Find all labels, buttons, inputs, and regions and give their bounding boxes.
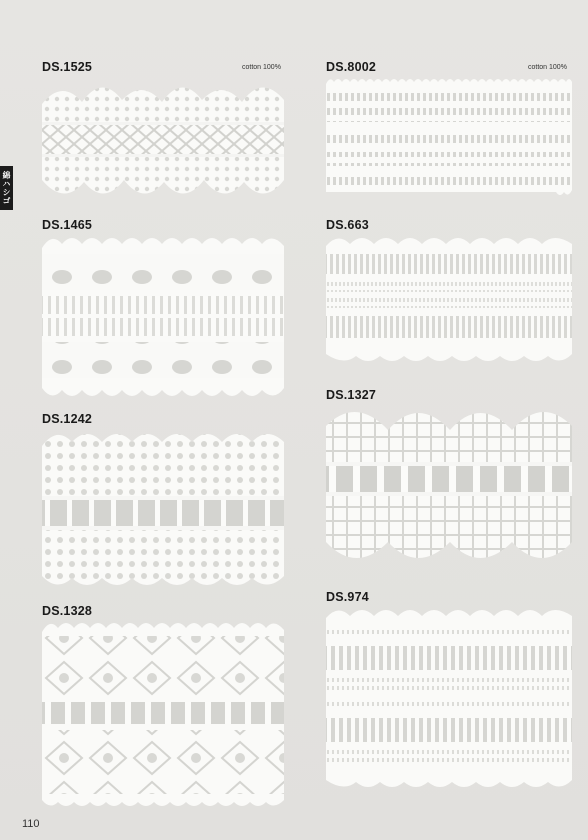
product-code-ds1525: DS.1525: [42, 60, 93, 74]
lace-swatch-ds1328[interactable]: [42, 618, 284, 810]
lace-swatch-ds1525[interactable]: [42, 74, 284, 206]
lace-pattern-ds663: [326, 232, 572, 366]
product-code-ds1465: DS.1465: [42, 218, 93, 232]
product-code-ds1328: DS.1328: [42, 604, 93, 618]
lace-swatch-ds1242[interactable]: [42, 426, 284, 592]
product-code-ds1242: DS.1242: [42, 412, 93, 426]
product-code-ds8002: DS.8002: [326, 60, 377, 74]
product-code-ds663: DS.663: [326, 218, 369, 232]
product-code-ds974: DS.974: [326, 590, 369, 604]
product-code-ds1327: DS.1327: [326, 388, 377, 402]
page-number: 110: [22, 818, 40, 830]
lace-pattern-ds974: [326, 604, 572, 792]
lace-pattern-ds1465: [42, 232, 284, 402]
lace-pattern-ds8002: [326, 76, 572, 198]
lace-pattern-ds1328: [42, 618, 284, 810]
category-side-tab: 綿ハシゴ: [0, 166, 13, 210]
lace-pattern-ds1242: [42, 426, 284, 592]
lace-swatch-ds663[interactable]: [326, 232, 572, 366]
lace-pattern-ds1327: [326, 402, 572, 570]
fiber-content-ds1525: cotton 100%: [242, 64, 281, 71]
lace-pattern-ds1525: [42, 74, 284, 206]
lace-swatch-ds1327[interactable]: [326, 402, 572, 570]
lace-swatch-ds8002[interactable]: [326, 76, 572, 198]
fiber-content-ds8002: cotton 100%: [528, 64, 567, 71]
lace-swatch-ds974[interactable]: [326, 604, 572, 792]
lace-swatch-ds1465[interactable]: [42, 232, 284, 402]
